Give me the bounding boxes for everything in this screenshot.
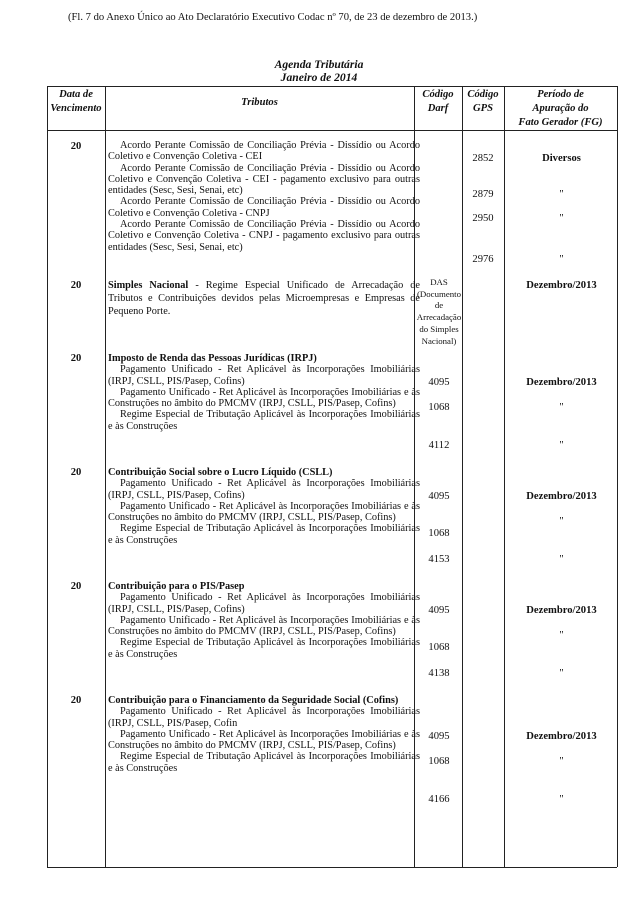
- column-divider: [462, 86, 463, 867]
- period: Dezembro/2013: [526, 280, 597, 291]
- period-ditto: ": [559, 189, 564, 200]
- tax-entry-cofins: [108, 695, 420, 774]
- period-ditto: ": [559, 402, 564, 413]
- darf-code: 1068: [428, 402, 450, 413]
- darf-code: 4095: [428, 605, 450, 616]
- tax-name: Contribuição Social sobre o Lucro Líquido (CSLL): [108, 467, 333, 478]
- column-header-gps: Código GPS: [467, 89, 499, 114]
- due-date: 20: [70, 467, 82, 478]
- gps-code: 2950: [472, 213, 494, 224]
- tax-entry-ccp: [108, 140, 420, 253]
- tax-item-text: Acordo Perante Comissão de Conciliação Prévia - Dissídio ou Acordo Coletivo e Convenção Coletiva - CEI - pagamento exclusivo para outras entidades (Sesc, Sesi, Senai, etc): [108, 162, 420, 197]
- gps-code: 2976: [472, 254, 494, 265]
- tax-name: Contribuição para o PIS/Pasep: [108, 581, 245, 592]
- darf-code: 4153: [428, 554, 450, 565]
- column-header-periodo: Período de Apuração do Fato Gerador (FG): [518, 89, 603, 128]
- tax-item-text: Acordo Perante Comissão de Conciliação Prévia - Dissídio ou Acordo Coletivo e Convenção Coletiva - CNPJ: [108, 196, 420, 219]
- period-ditto: ": [559, 516, 564, 527]
- tax-item-text: Regime Especial de Tributação Aplicável às Incorporações Imobiliárias e às Construções: [108, 523, 420, 546]
- darf-code: 4095: [428, 377, 450, 388]
- tax-entry-irpj: [108, 353, 420, 432]
- tax-entry-simples: [108, 279, 420, 318]
- table-right-border: [617, 86, 618, 867]
- page-subtitle: Janeiro de 2014: [280, 71, 358, 84]
- darf-code: 4166: [428, 794, 450, 805]
- tax-entry-csll: [108, 467, 420, 546]
- column-divider: [504, 86, 505, 867]
- tax-name: Contribuição para o Financiamento da Seguridade Social (Cofins): [108, 695, 399, 706]
- column-header-tributos: Tributos: [241, 97, 278, 108]
- table-header-border: [47, 130, 617, 131]
- period: Dezembro/2013: [526, 605, 597, 616]
- tax-item-text: Pagamento Unificado - Ret Aplicável às Incorporações Imobiliárias e às Construções no âmbito do PMCMV (IRPJ, CSLL, PIS/Pasep, Cofins): [108, 614, 420, 638]
- tax-item-text: Pagamento Unificado - Ret Aplicável às Incorporações Imobiliárias (IRPJ, CSLL, PIS/Pasep, Cofin: [108, 706, 420, 729]
- column-header-darf: Código Darf: [422, 89, 454, 114]
- darf-code: 1068: [428, 528, 450, 539]
- due-date: 20: [70, 280, 82, 291]
- due-date: 20: [70, 353, 82, 364]
- tax-item-text: Regime Especial de Tributação Aplicável às Incorporações Imobiliárias e às Construções: [108, 409, 420, 432]
- gps-code: 2879: [472, 189, 494, 200]
- tax-description: - Regime Especial Unificado de Arrecadação de Tributos e Contribuições devidos pelas Microempresas e Empresas de Pequeno Porte.: [108, 280, 420, 317]
- column-divider: [105, 86, 106, 867]
- darf-code: 4095: [428, 731, 450, 742]
- tax-item-text: Pagamento Unificado - Ret Aplicável às Incorporações Imobiliárias e às Construções no âmbito do PMCMV (IRPJ, CSLL, PIS/Pasep, Cofins): [108, 500, 420, 524]
- tax-item-text: Pagamento Unificado - Ret Aplicável às Incorporações Imobiliárias (IRPJ, CSLL, PIS/Pasep, Cofins): [108, 364, 420, 387]
- period-ditto: ": [559, 794, 564, 805]
- period-ditto: ": [559, 668, 564, 679]
- period: Dezembro/2013: [526, 491, 597, 502]
- tax-item-text: Pagamento Unificado - Ret Aplicável às Incorporações Imobiliárias (IRPJ, CSLL, PIS/Pasep, Cofins): [108, 478, 420, 501]
- tax-item-text: Pagamento Unificado - Ret Aplicável às Incorporações Imobiliárias e às Construções no âmbito do PMCMV (IRPJ, CSLL, PIS/Pasep, Cofins): [108, 386, 420, 410]
- period-ditto: ": [559, 756, 564, 767]
- column-header-vencimento: Data de Vencimento: [50, 89, 102, 114]
- period-ditto: ": [559, 554, 564, 565]
- tax-item-text: Pagamento Unificado - Ret Aplicável às Incorporações Imobiliárias (IRPJ, CSLL, PIS/Pasep, Cofins): [108, 592, 420, 615]
- das-code: DAS (Documento de Arrecadação do Simples Nacional): [416, 277, 462, 346]
- page-title: Agenda Tributária: [274, 58, 364, 71]
- period-ditto: ": [559, 254, 564, 265]
- period: Dezembro/2013: [526, 731, 597, 742]
- tax-entry-pis: [108, 581, 420, 660]
- gps-code: 2852: [472, 153, 494, 164]
- tax-item-text: Regime Especial de Tributação Aplicável às Incorporações Imobiliárias e às Construções: [108, 637, 420, 660]
- tax-item-text: Acordo Perante Comissão de Conciliação Prévia - Dissídio ou Acordo Coletivo e Convenção Coletiva - CNPJ - pagamento exclusivo para outras entidades (Sesc, Sesi, Senai, etc): [108, 219, 420, 253]
- period: Dezembro/2013: [526, 377, 597, 388]
- tax-name: Imposto de Renda das Pessoas Jurídicas (IRPJ): [108, 353, 317, 364]
- tax-item-text: Regime Especial de Tributação Aplicável às Incorporações Imobiliárias e às Construções: [108, 751, 420, 774]
- due-date: 20: [70, 695, 82, 706]
- period-ditto: ": [559, 213, 564, 224]
- due-date: 20: [70, 581, 82, 592]
- table-bottom-border: [47, 867, 617, 868]
- period: Diversos: [542, 153, 581, 164]
- header-note: (Fl. 7 do Anexo Único ao Ato Declaratório Executivo Codac nº 70, de 23 de dezembro de 2013.): [68, 12, 478, 23]
- tax-item-text: Acordo Perante Comissão de Conciliação Prévia - Dissídio ou Acordo Coletivo e Convenção Coletiva - CEI: [108, 140, 420, 163]
- period-ditto: ": [559, 440, 564, 451]
- due-date: 20: [70, 141, 82, 152]
- darf-code: 1068: [428, 642, 450, 653]
- period-ditto: ": [559, 630, 564, 641]
- darf-code: 4095: [428, 491, 450, 502]
- table-top-border: [47, 86, 617, 87]
- darf-code: 4138: [428, 668, 450, 679]
- darf-code: 1068: [428, 756, 450, 767]
- darf-code: 4112: [428, 440, 450, 451]
- tax-name: Simples Nacional: [108, 280, 189, 291]
- tax-item-text: Pagamento Unificado - Ret Aplicável às Incorporações Imobiliárias e às Construções no âmbito do PMCMV (IRPJ, CSLL, PIS/Pasep, Cofins): [108, 728, 420, 752]
